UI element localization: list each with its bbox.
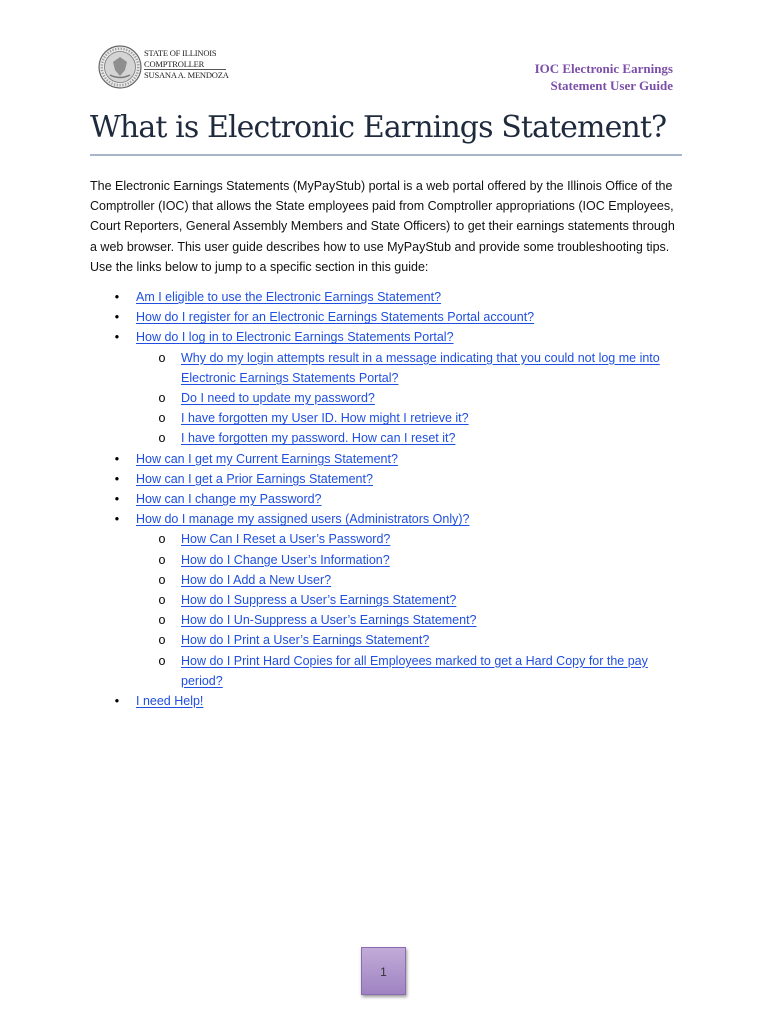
- title-divider: [90, 154, 682, 156]
- bullet-icon: •: [114, 492, 120, 507]
- toc-item: [90, 307, 690, 327]
- toc-link[interactable]: How do I Print Hard Copies for all Employees marked to get a Hard Copy for the pay period?: [181, 653, 648, 688]
- sub-bullet-icon: o: [158, 391, 166, 406]
- bullet-icon: •: [114, 330, 120, 345]
- sub-bullet-icon: o: [158, 552, 166, 567]
- bullet-icon: •: [114, 471, 120, 486]
- sub-bullet-icon: o: [158, 532, 166, 547]
- toc-item: [90, 449, 690, 469]
- toc-link[interactable]: How do I Un-Suppress a User’s Earnings Statement?: [181, 613, 477, 628]
- state-seal-icon: [98, 45, 142, 89]
- toc-link[interactable]: How do I log in to Electronic Earnings Statements Portal?: [136, 330, 454, 345]
- toc-subitem: [90, 651, 690, 691]
- toc-subitem: [90, 550, 690, 570]
- sub-bullet-icon: o: [158, 633, 166, 648]
- toc-subitem: [90, 428, 690, 448]
- page-number-badge: [361, 947, 406, 995]
- document-header: [535, 60, 673, 94]
- toc-link[interactable]: Am I eligible to use the Electronic Earnings Statement?: [136, 290, 442, 304]
- sub-bullet-icon: o: [158, 613, 166, 628]
- bullet-icon: •: [114, 451, 120, 466]
- toc-subitem: [90, 590, 690, 610]
- toc-item: [90, 489, 690, 509]
- toc-link[interactable]: How can I get a Prior Earnings Statement?: [136, 471, 373, 486]
- toc-link[interactable]: How do I Print a User’s Earnings Statement?: [181, 633, 430, 648]
- sub-bullet-icon: o: [158, 431, 166, 446]
- bullet-icon: •: [114, 310, 120, 325]
- toc-link[interactable]: Do I need to update my password?: [181, 391, 375, 406]
- page-number: 1: [380, 965, 387, 979]
- toc-link[interactable]: How do I register for an Electronic Earnings Statements Portal account?: [136, 310, 535, 325]
- toc-link[interactable]: I have forgotten my password. How can I reset it?: [181, 431, 456, 446]
- header-line-1: IOC Electronic Earnings: [534, 61, 673, 76]
- toc-link[interactable]: I have forgotten my User ID. How might I retrieve it?: [181, 411, 469, 426]
- toc-item: [90, 287, 690, 307]
- toc-link[interactable]: How can I get my Current Earnings Statement?: [136, 451, 398, 466]
- toc-link[interactable]: How do I manage my assigned users (Administrators Only)?: [136, 512, 470, 527]
- toc-link[interactable]: How do I Add a New User?: [181, 572, 332, 587]
- sub-bullet-icon: o: [158, 593, 166, 608]
- bullet-icon: •: [114, 694, 120, 709]
- sub-bullet-icon: o: [158, 350, 166, 365]
- toc-subitem: [90, 388, 690, 408]
- toc-item: [90, 509, 690, 529]
- toc-subitem: [90, 630, 690, 650]
- toc-item: [90, 327, 690, 347]
- toc-subitem: [90, 570, 690, 590]
- sub-bullet-icon: o: [158, 653, 166, 668]
- logo-line-state: STATE OF ILLINOIS: [144, 48, 217, 58]
- bullet-icon: •: [114, 512, 120, 527]
- table-of-contents: [90, 287, 690, 711]
- page-title: What is Electronic Earnings Statement?: [90, 110, 667, 145]
- logo-line-name: SUSANA A. MENDOZA: [144, 70, 229, 80]
- toc-link[interactable]: How do I Change User’s Information?: [181, 552, 390, 567]
- toc-subitem: [90, 610, 690, 630]
- toc-item: [90, 469, 690, 489]
- toc-link[interactable]: How Can I Reset a User’s Password?: [181, 532, 391, 547]
- toc-link[interactable]: Why do my login attempts result in a message indicating that you could not log me into Electronic Earnings Statements Portal?: [181, 350, 660, 385]
- toc-subitem: [90, 408, 690, 428]
- bullet-icon: •: [114, 290, 120, 304]
- toc-item: [90, 691, 690, 711]
- toc-link[interactable]: How do I Suppress a User’s Earnings Statement?: [181, 593, 457, 608]
- toc-link[interactable]: How can I change my Password?: [136, 492, 322, 507]
- toc-link[interactable]: I need Help!: [136, 694, 204, 709]
- toc-subitem: [90, 348, 690, 388]
- comptroller-logo: [98, 45, 228, 91]
- header-line-2: Statement User Guide: [550, 78, 673, 93]
- sub-bullet-icon: o: [158, 572, 166, 587]
- sub-bullet-icon: o: [158, 411, 166, 426]
- toc-subitem: [90, 529, 690, 549]
- logo-line-comptroller: COMPTROLLER: [144, 59, 205, 69]
- intro-paragraph: The Electronic Earnings Statements (MyPayStub) portal is a web portal offered by the Illinois Office of the Comptroller (IOC) that allows the State employees paid from Comptroller appropriations (IOC Employees, Court Reporters, General Assembly Members and State Officers) to get their earnings statements through a web browser. This user guide describes how to use MyPayStub and provide some troubleshooting tips. Use the links below to jump to a specific section in this guide:: [90, 179, 675, 274]
